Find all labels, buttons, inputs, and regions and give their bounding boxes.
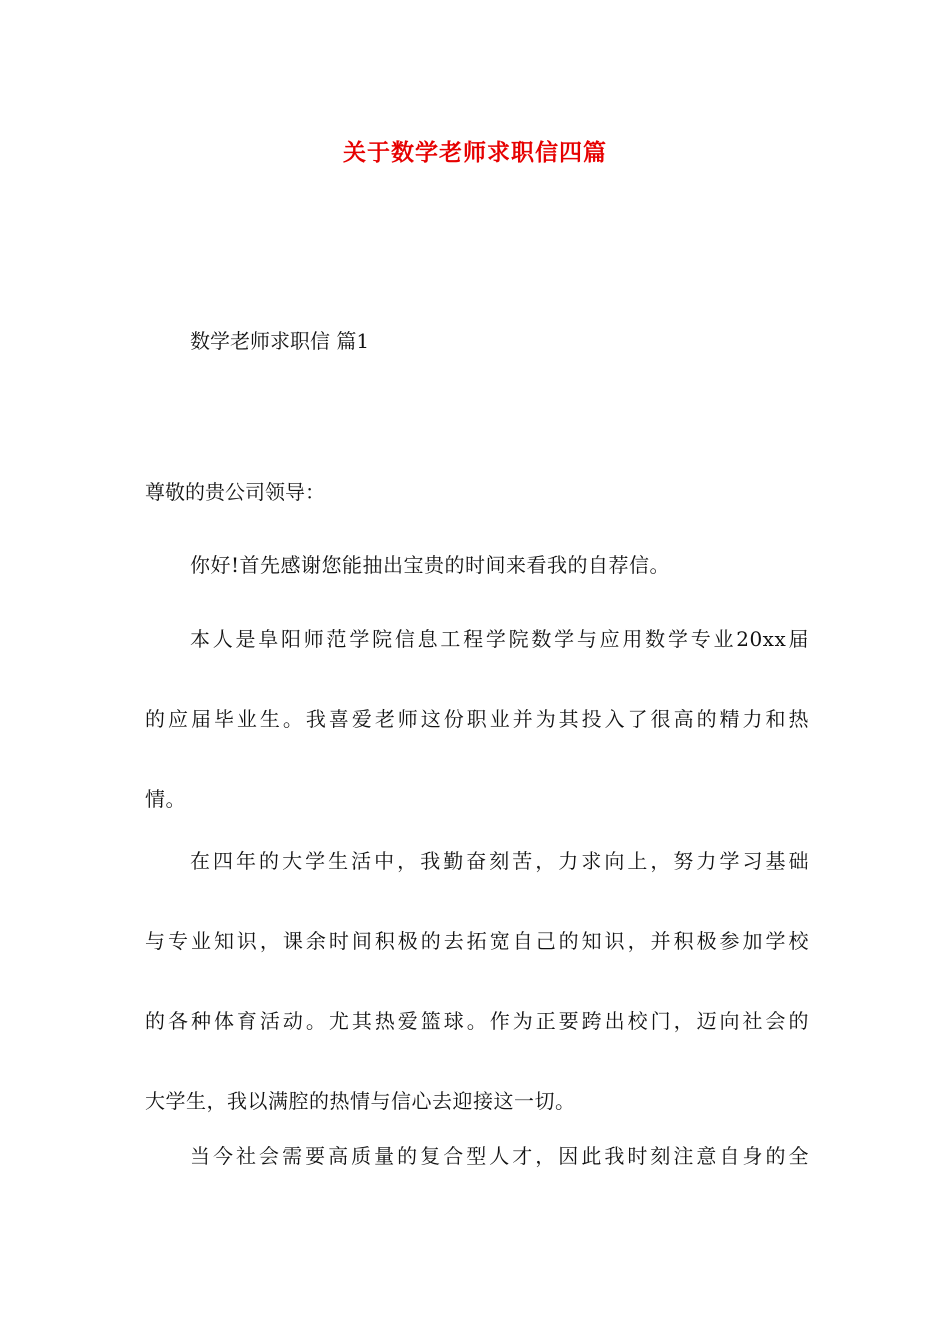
paragraph-line: 情。 (145, 787, 186, 811)
paragraph-line: 本人是阜阳师范学院信息工程学院数学与应用数学专业20xx届 (190, 627, 809, 651)
paragraph-line: 在四年的大学生活中，我勤奋刻苦，力求向上，努力学习基础 (190, 849, 809, 873)
paragraph-1 (145, 547, 809, 583)
paragraph-line: 大学生，我以满腔的热情与信心去迎接这一切。 (145, 1089, 576, 1113)
document-title: 关于数学老师求职信四篇 (343, 139, 607, 166)
paragraph-4 (145, 1138, 809, 1174)
section-heading: 数学老师求职信 篇1 (190, 329, 370, 353)
paragraph-line: 你好!首先感谢您能抽出宝贵的时间来看我的自荐信。 (190, 553, 671, 577)
paragraph-3 (145, 843, 809, 1119)
salutation: 尊敬的贵公司领导： (145, 480, 325, 504)
paragraph-line: 的各种体育活动。尤其热爱篮球。作为正要跨出校门，迈向社会的 (145, 1009, 809, 1033)
paragraph-line: 与专业知识，课余时间积极的去拓宽自己的知识，并积极参加学校 (145, 929, 809, 953)
paragraph-line: 的应届毕业生。我喜爱老师这份职业并为其投入了很高的精力和热 (145, 707, 809, 731)
paragraph-line: 当今社会需要高质量的复合型人才，因此我时刻注意自身的全 (190, 1144, 809, 1168)
paragraph-2 (145, 621, 809, 817)
